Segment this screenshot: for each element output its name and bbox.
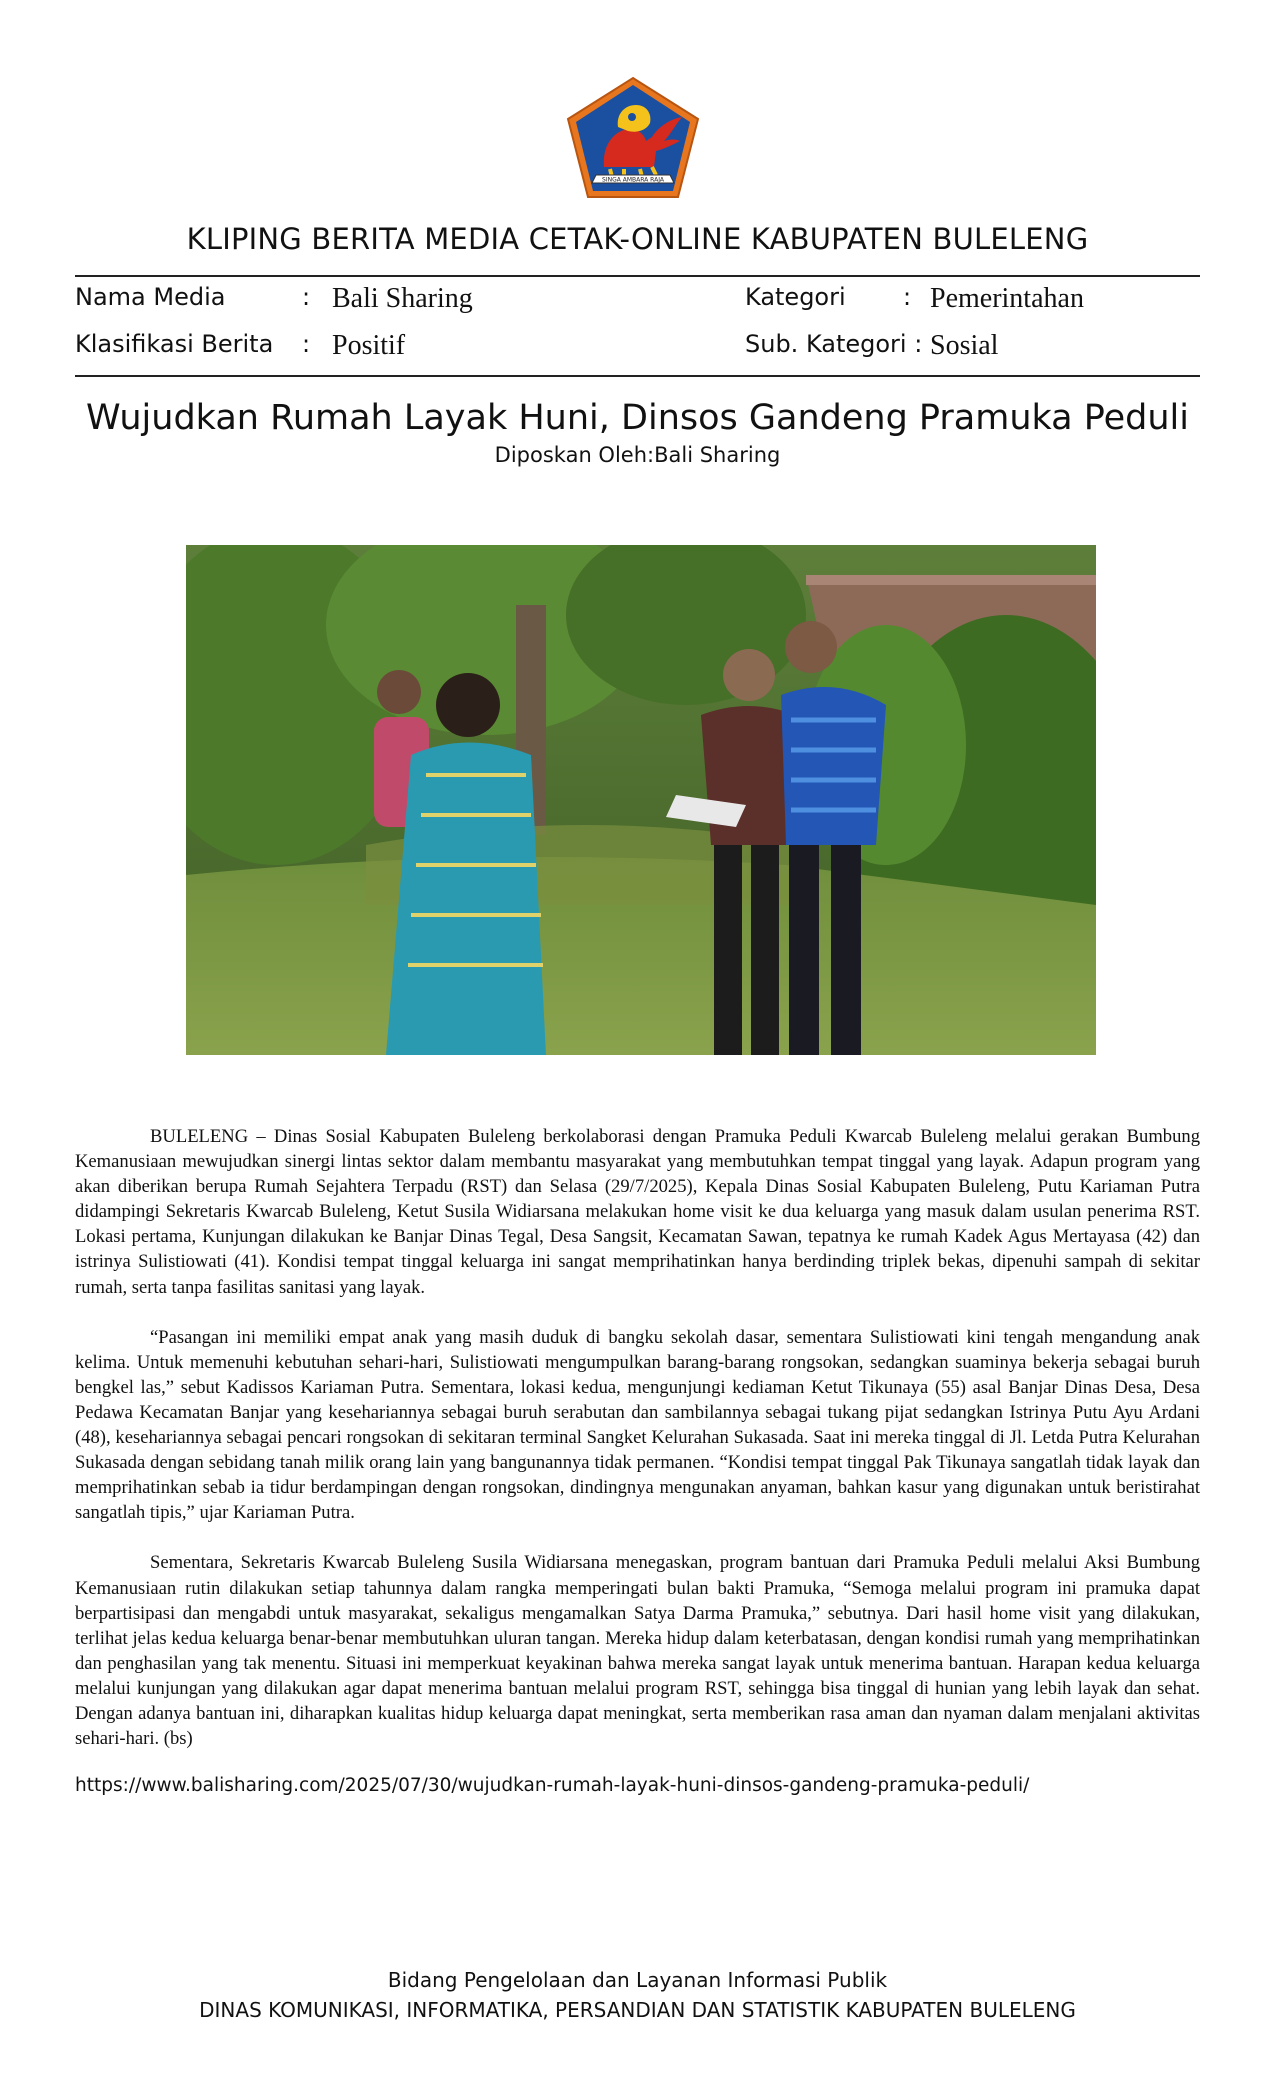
article-body [75, 1124, 1200, 1776]
header-divider-bottom [75, 375, 1200, 377]
category-colon: : [903, 283, 912, 311]
source-url-link[interactable]: https://www.balisharing.com/2025/07/30/wujudkan-rumah-layak-huni-dinsos-gandeng-pramuka-peduli/ [75, 1775, 1030, 1796]
subcategory-label: Sub. Kategori : [745, 330, 923, 358]
classification-colon: : [302, 330, 311, 358]
article-paragraph-2: “Pasangan ini memiliki empat anak yang masih duduk di bangku sekolah dasar, sementara Sulistiowati kini tengah mengandung anak kelima. Untuk memenuhi kebutuhan sehari-hari, Sulistiowati mengumpulkan barang-barang rongsokan, sedangkan suaminya bekerja sebagai buruh bengkel las,” sebut Kadissos Kariaman Putra. Sementara, lokasi kedua, mengunjungi kediaman Ketut Tikunaya (55) asal Banjar Dinas Desa, Desa Pedawa Kecamatan Banjar yang kesehariannya sebagai buruh serabutan dan sambilannya sebagai tukang pijat sedangkan Istrinya Putu Ayu Ardani (48), kesehariannya sebagai pencari rongsokan di sekitaran terminal Sangket Kelurahan Sukasada. Saat ini mereka tinggal di Jl. Letda Putra Kelurahan Sukasada dengan sebidang tanah milik orang lain yang bangunannya tidak permanen. “Kondisi tempat tinggal Pak Tikunaya sangatlah tidak layak dan memprihatinkan sebab ia tidur berdampingan dengan rongsokan, dindingnya mengunakan anyaman, bahkan kasur yang digunakan untuk beristirahat sangatlah tipis,” ujar Kariaman Putra. [75, 1326, 1200, 1524]
crest-icon [566, 75, 701, 200]
media-name-colon: : [302, 283, 311, 311]
article-headline: Wujudkan Rumah Layak Huni, Dinsos Gandeng Pramuka Peduli [86, 398, 1189, 438]
article-paragraph-3: Sementara, Sekretaris Kwarcab Buleleng Susila Widiarsana menegaskan, program bantuan dari Pramuka Peduli melalui Aksi Bumbung Kemanusiaan rutin dilakukan setiap tahunnya dalam rangka memperingati bulan bakti Pramuka, “Semoga melalui program ini pramuka dapat berpartisipasi dan mengabdi untuk masyarakat, sekaligus mengamalkan Satya Darma Pramuka,” sebutnya. Dari hasil home visit yang dilakukan, terlihat jelas kedua keluarga benar-benar membutuhkan uluran tangan. Mereka hidup dalam keterbatasan, dengan kondisi rumah yang memprihatinkan dan penghasilan yang tak menentu. Situasi ini memperkuat keyakinan bahwa mereka sangat layak untuk menerima bantuan. Harapan kedua keluarga melalui kunjungan yang dilakukan agar dapat menerima bantuan melalui program RST, sehingga bisa tinggal di hunian yang lebih layak dan sehat. Dengan adanya bantuan ini, diharapkan kualitas hidup keluarga dapat meningkat, serta memberikan rasa aman dan nyaman dalam menjalani aktivitas sehari-hari. (bs) [75, 1552, 1200, 1750]
regency-crest-logo [566, 75, 701, 200]
article-paragraph-1: BULELENG – Dinas Sosial Kabupaten Buleleng berkolaborasi dengan Pramuka Peduli Kwarcab Buleleng melalui gerakan Bumbung Kemanusiaan mewujudkan sinergi lintas sektor dalam membantu masyarakat yang membutuhkan tempat tinggal yang layak. Adapun program yang akan diberikan berupa Rumah Sejahtera Terpadu (RST) dan Selasa (29/7/2025), Kepala Dinas Sosial Kabupaten Buleleng, Putu Kariaman Putra didampingi Sekretaris Kwarcab Buleleng, Ketut Susila Widiarsana melakukan home visit ke dua keluarga yang masuk dalam usulan penerima RST. Lokasi pertama, Kunjungan dilakukan ke Banjar Dinas Tegal, Desa Sangsit, Kecamatan Sawan, tepatnya ke rumah Kadek Agus Mertayasa (42) dan istrinya Sulistiowati (41). Kondisi tempat tinggal keluarga ini sangat memprihatinkan hanya berdinding triplek bekas, dipenuhi sampah di sekitar rumah, serta tanpa fasilitas sanitasi yang layak. [75, 1126, 1200, 1298]
article-photo [186, 545, 1096, 1055]
header-divider-top [75, 275, 1200, 277]
category-label: Kategori [745, 283, 846, 311]
classification-label: Klasifikasi Berita [75, 330, 274, 358]
document-title: KLIPING BERITA MEDIA CETAK-ONLINE KABUPATEN BULELENG [186, 222, 1089, 256]
photo-scene [186, 545, 1096, 1055]
crest-motto: SINGA AMBARA RAJA [602, 176, 664, 184]
footer-division: Bidang Pengelolaan dan Layanan Informasi Publik [387, 1968, 888, 1992]
media-name-label: Nama Media [75, 283, 226, 311]
classification-value: Positif [332, 330, 406, 361]
media-name-value: Bali Sharing [332, 283, 473, 314]
subcategory-value: Sosial [930, 330, 999, 361]
category-value: Pemerintahan [930, 283, 1084, 314]
article-byline: Diposkan Oleh:Bali Sharing [494, 443, 781, 467]
footer-agency: DINAS KOMUNIKASI, INFORMATIKA, PERSANDIAN DAN STATISTIK KABUPATEN BULELENG [199, 1998, 1076, 2022]
